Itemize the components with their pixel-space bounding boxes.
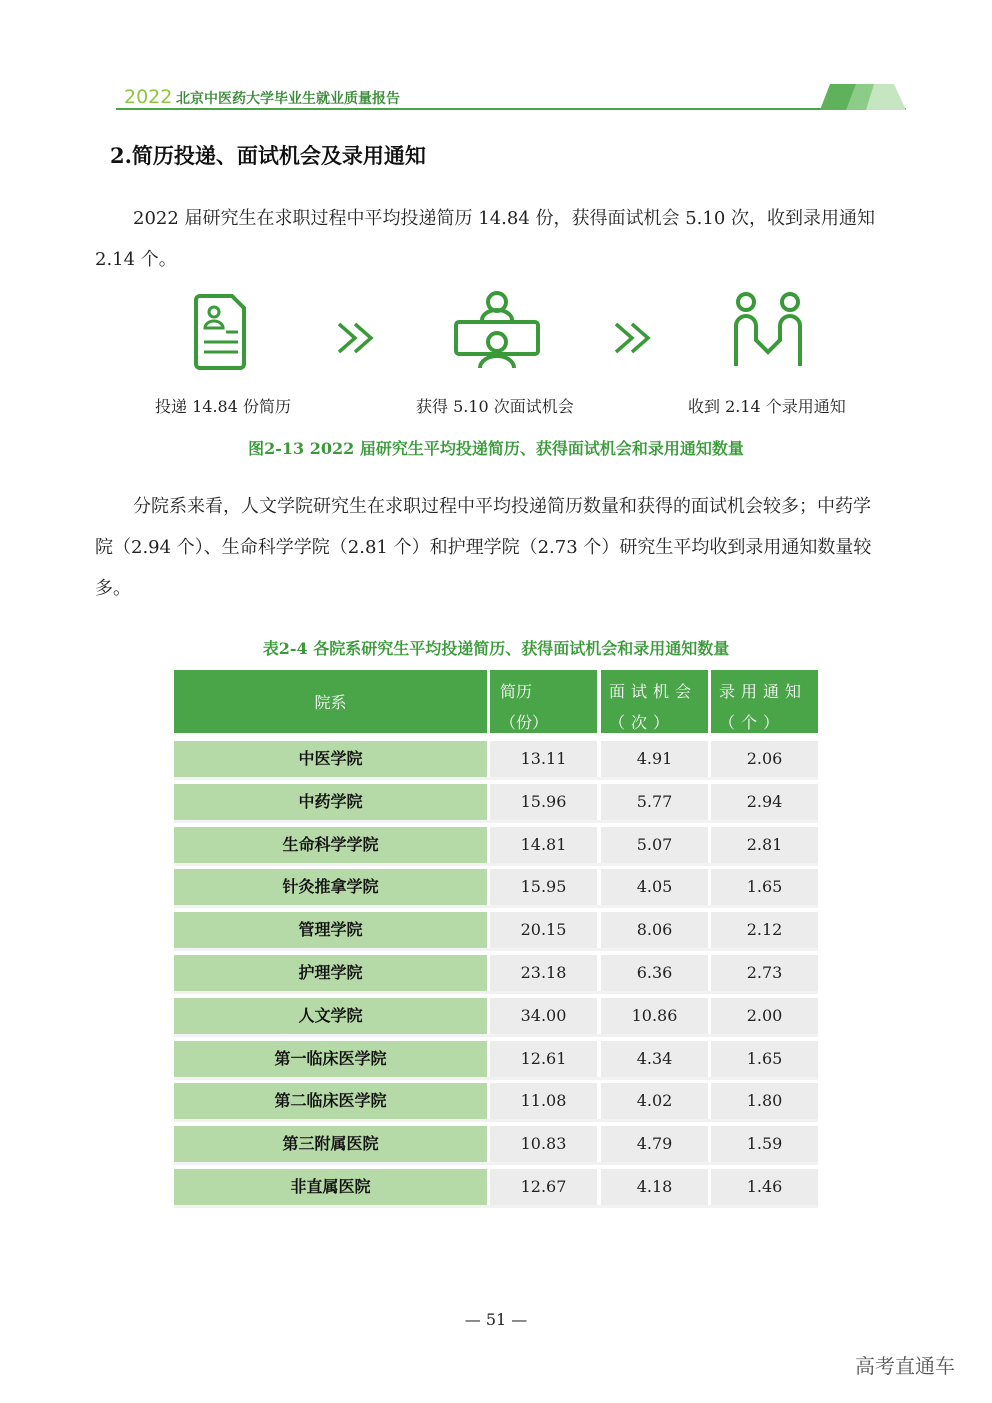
row-separator (174, 905, 818, 908)
table-caption: 表2-4 各院系研究生平均投递简历、获得面试机会和录用通知数量 (262, 639, 730, 658)
header-decoration (816, 84, 906, 110)
header-rule (116, 108, 906, 110)
header-interview (601, 670, 708, 733)
header-offer-label: 录用通知 (719, 682, 808, 701)
cell-name: 生命科学学院 (174, 827, 487, 863)
cell-offer: 1.46 (711, 1169, 818, 1205)
cell-offer: 1.65 (711, 869, 818, 905)
row-separator (174, 1205, 818, 1208)
table-row (174, 741, 818, 777)
header-interview-unit: （次） (609, 713, 676, 732)
cell-resume: 15.95 (490, 869, 597, 905)
cell-resume: 12.67 (490, 1169, 597, 1205)
header-resume-label: 简历 (500, 682, 533, 701)
cell-interview: 4.02 (601, 1083, 708, 1119)
header-resume (490, 670, 597, 733)
cell-offer: 1.65 (711, 1041, 818, 1077)
cell-offer: 2.00 (711, 998, 818, 1034)
table-row (174, 1169, 818, 1205)
cell-resume: 14.81 (490, 827, 597, 863)
cell-name: 管理学院 (174, 912, 487, 948)
cell-resume: 10.83 (490, 1126, 597, 1162)
table-row (174, 1126, 818, 1162)
cell-resume: 13.11 (490, 741, 597, 777)
cell-resume: 23.18 (490, 955, 597, 991)
intro-paragraph: 2022 届研究生在求职过程中平均投递简历 14.84 份，获得面试机会 5.10 次，收到录用通知 2.14 个。 (95, 208, 876, 270)
cell-interview: 4.79 (601, 1126, 708, 1162)
figure-caption: 图2-13 2022 届研究生平均投递简历、获得面试机会和录用通知数量 (248, 439, 744, 458)
interview-icon (452, 290, 542, 370)
table-row (174, 869, 818, 905)
row-separator (174, 863, 818, 866)
table-row (174, 1083, 818, 1119)
icon-label-offer: 收到 2.14 个录用通知 (688, 397, 846, 416)
table-row (174, 827, 818, 863)
row-separator (174, 1162, 818, 1165)
cell-offer: 1.80 (711, 1083, 818, 1119)
header-interview-label: 面试机会 (609, 682, 698, 701)
icon-label-interview: 获得 5.10 次面试机会 (416, 397, 574, 416)
chevron-right-icon (612, 318, 656, 358)
cell-name: 护理学院 (174, 955, 487, 991)
chevron-right-icon (335, 318, 379, 358)
table-row (174, 1041, 818, 1077)
row-separator (174, 777, 818, 780)
summary-icons (140, 290, 860, 420)
section-title: 2.简历投递、面试机会及录用通知 (110, 143, 426, 168)
row-separator (174, 1119, 818, 1122)
cell-interview: 6.36 (601, 955, 708, 991)
table-header (174, 670, 818, 733)
cell-interview: 5.07 (601, 827, 708, 863)
cell-offer: 2.73 (711, 955, 818, 991)
table-row (174, 998, 818, 1034)
page-number: — 51 — (464, 1310, 528, 1329)
header-department-label: 院系 (314, 693, 347, 712)
cell-name: 非直属医院 (174, 1169, 487, 1205)
cell-interview: 8.06 (601, 912, 708, 948)
cell-interview: 4.34 (601, 1041, 708, 1077)
cell-name: 第二临床医学院 (174, 1083, 487, 1119)
cell-offer: 2.94 (711, 784, 818, 820)
watermark: 高考直通车 (855, 1354, 955, 1378)
cell-offer: 2.12 (711, 912, 818, 948)
resume-icon (190, 290, 280, 370)
cell-name: 针灸推拿学院 (174, 869, 487, 905)
cell-interview: 5.77 (601, 784, 708, 820)
icon-label-resume: 投递 14.84 份简历 (155, 397, 291, 416)
cell-name: 人文学院 (174, 998, 487, 1034)
cell-offer: 2.06 (711, 741, 818, 777)
cell-name: 中药学院 (174, 784, 487, 820)
header-offer (711, 670, 818, 733)
header-department (174, 670, 487, 733)
cell-interview: 4.18 (601, 1169, 708, 1205)
row-separator (174, 820, 818, 823)
table-row (174, 912, 818, 948)
handshake-people-icon (724, 290, 814, 370)
header-offer-unit: （个） (719, 713, 786, 732)
cell-name: 第三附属医院 (174, 1126, 487, 1162)
cell-interview: 10.86 (601, 998, 708, 1034)
cell-interview: 4.05 (601, 869, 708, 905)
cell-resume: 15.96 (490, 784, 597, 820)
header-year: 2022 (124, 86, 173, 108)
row-separator (174, 991, 818, 994)
table-row (174, 955, 818, 991)
row-separator (174, 1077, 818, 1080)
page-header (116, 80, 906, 112)
cell-resume: 20.15 (490, 912, 597, 948)
cell-offer: 1.59 (711, 1126, 818, 1162)
cell-name: 第一临床医学院 (174, 1041, 487, 1077)
row-separator (174, 948, 818, 951)
cell-resume: 34.00 (490, 998, 597, 1034)
cell-resume: 11.08 (490, 1083, 597, 1119)
department-paragraph: 分院系来看，人文学院研究生在求职过程中平均投递简历数量和获得的面试机会较多；中药学院（2.94 个）、生命科学学院（2.81 个）和护理学院（2.73 个）研究生平均收到录用通知数量较多。 (95, 496, 872, 599)
header-resume-unit: （份） (500, 713, 549, 732)
table-row (174, 784, 818, 820)
cell-resume: 12.61 (490, 1041, 597, 1077)
cell-name: 中医学院 (174, 741, 487, 777)
department-table (174, 670, 818, 1196)
cell-interview: 4.91 (601, 741, 708, 777)
row-separator (174, 1034, 818, 1037)
cell-offer: 2.81 (711, 827, 818, 863)
header-title: 北京中医药大学毕业生就业质量报告 (176, 91, 400, 107)
